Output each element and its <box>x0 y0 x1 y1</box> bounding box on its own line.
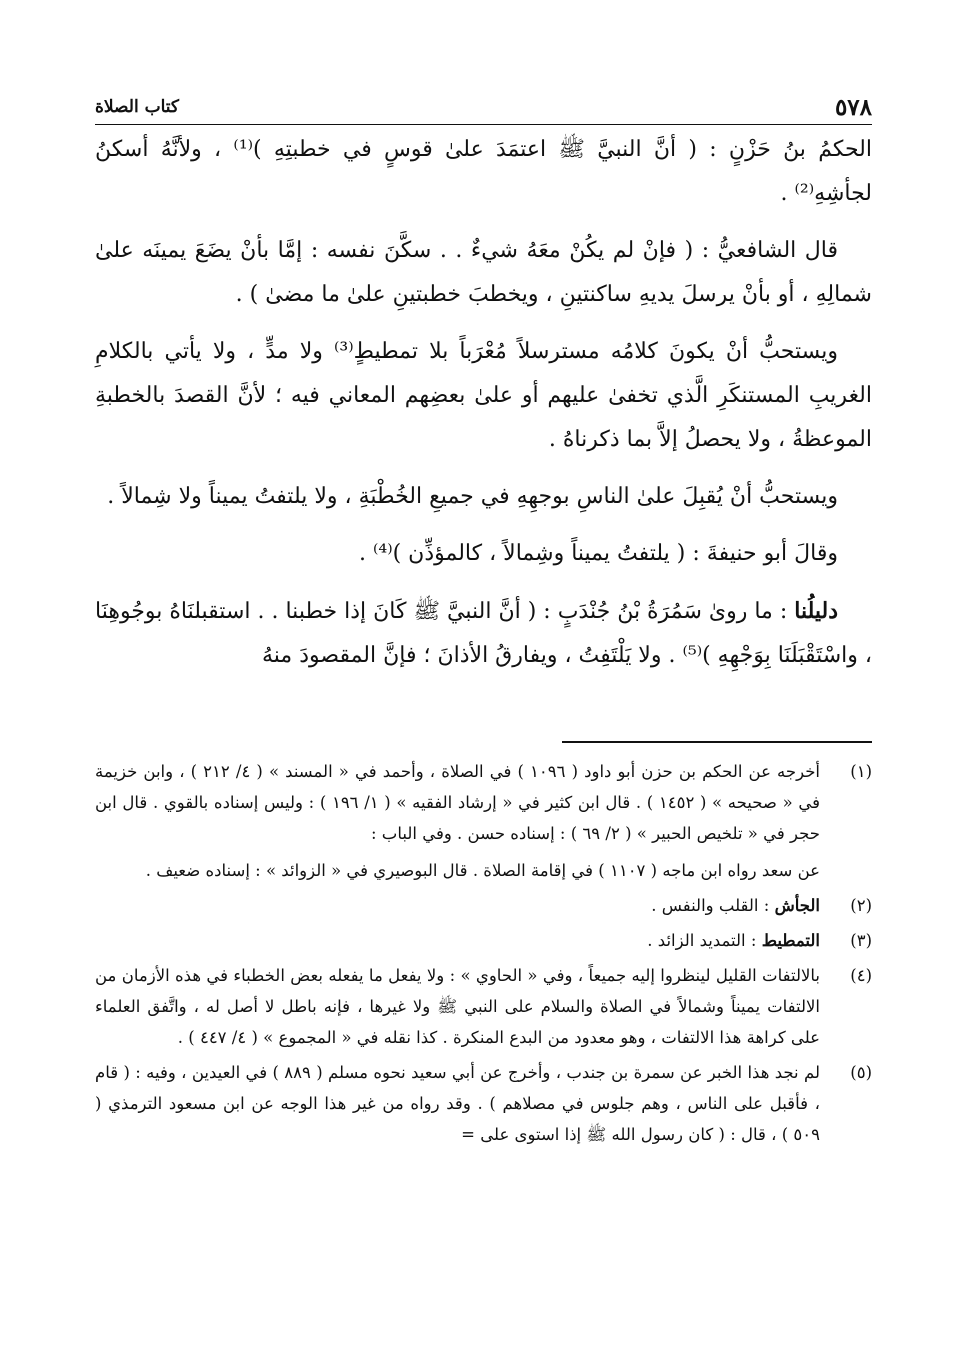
footnote-2 <box>95 890 872 921</box>
footnote-term: الجأش <box>774 896 820 915</box>
footnote-text: : القلب والنفس . <box>651 896 775 915</box>
footnote-3 <box>95 925 872 956</box>
footnote-text: : التمديد الزائد . <box>647 931 762 950</box>
header-rule <box>95 124 872 125</box>
footnote-number: (٢) <box>850 896 872 915</box>
page-number: ٥٧٨ <box>834 93 872 121</box>
footnotes <box>95 756 872 1154</box>
paragraph-1: الحكمُ بنُ حَزْنٍ : ( أنَّ النبيَّ ﷺ اعتمَدَ علىٰ قوسٍ في خطبتِهِ )⁽¹⁾ ، ولأنَّهُ أسكنُ لجأشِهِ⁽²⁾ . <box>95 137 872 206</box>
running-title: كتاب الصلاة <box>95 97 180 117</box>
footnote-1 <box>95 756 872 886</box>
footnote-text-continued: عن سعد رواه ابن ماجه ( ١١٠٧ ) في إقامة الصلاة . قال البوصيري في « الزوائد » : إسناده ضعيف . <box>145 861 820 880</box>
page-header <box>95 92 872 122</box>
footnote-number: (٤) <box>850 966 872 985</box>
paragraph-3: ويستحبُّ أنْ يكونَ كلامُه مسترسلاً مُعْرَباً بلا تمطيطٍ⁽³⁾ ولا مدٍّ ، ولا يأتي بالكلامِ الغريبِ المستنكَرِ الَّذي تخفىٰ عليهم أو علىٰ بعضِهم المعاني فيه ؛ لأنَّ القصدَ بالخطبةِ الموعظةُ ، ولا يحصلُ إلاَّ بما ذكرناهُ . <box>95 339 872 452</box>
paragraph-6-text: : ما روىٰ سَمُرَةُ بْنُ جُنْدَبٍ : ( أنَّ النبيَّ ﷺ كَانَ إذا خطبنا . . استقبلنَاهُ بوجُوهِنَا ، واسْتَقْبَلَنَا بِوَجْهِهِ )⁽⁵⁾ . ولا يَلْتَفِتُ ، ويفارقُ الأذانَ ؛ فإنَّ المقصودَ منهُ <box>95 599 872 668</box>
evidence-label: دليلُنا <box>794 598 838 624</box>
paragraph-2: قال الشافعيُّ : ( فإنْ لم يكُنْ معَهُ شيءٌ . . سكَّنَ نفسه : إمَّا بأنْ يضَعَ يمينَه علىٰ شمالِهِ ، أو بأنْ يرسلَ يديهِ ساكنتينِ ، ويخطبَ خطبتينِ علىٰ ما مضىٰ ) . <box>95 238 872 307</box>
footnote-text: بالالتفات القليل لينظروا إليه جميعاً ، وفي « الحاوي » : ولا يفعل ما يفعله بعض الخطباء في هذه الأزمان من الالتفات يميناً وشمالاً في الصلاة والسلام على النبي ﷺ ولا غيرها ، فإنه باطل لا أصل له ، واتَّفق العلماء على كراهة هذا الالتفات ، وهو معدود من البدع المنكرة . كذا نقله في « المجموع » ( ٤/ ٤٤٧ ) . <box>95 966 820 1047</box>
footnote-text: أخرجه عن الحكم بن حزن أبو داود ( ١٠٩٦ ) في الصلاة ، وأحمد في « المسند » ( ٤/ ٢١٢ ) ، وابن خزيمة في « صحيحه » ( ١٤٥٢ ) . قال ابن كثير في « إرشاد الفقيه » ( ١/ ١٩٦ ) : وليس إسناده بالقوي . قال ابن حجر في « تلخيص الحبير » ( ٢/ ٦٩ ) : إسناده حسن . وفي الباب : <box>95 762 820 843</box>
main-text <box>95 128 872 691</box>
footnote-text: لم نجد هذا الخبر عن سمرة بن جندب ، وأخرج عن أبي سعيد نحوه مسلم ( ٨٨٩ ) في العيدين ، وفيه : ( قام ، فأقبل على الناس ، وهم جلوس في مصلاهم ) . وقد رواه من غير هذا الوجه عن ابن مسعود الترمذي ( ٥٠٩ ) ، قال : ( كان رسول الله ﷺ إذا استوى على = <box>95 1063 820 1144</box>
footnote-4 <box>95 960 872 1053</box>
paragraph-5: وقالَ أبو حنيفةَ : ( يلتفتُ يميناً وشِمالاً ، كالمؤذِّن )⁽⁴⁾ . <box>358 541 838 566</box>
paragraph-4: ويستحبُّ أنْ يُقبِلَ علىٰ الناسِ بوجهِهِ في جميعِ الخُطْبَةِ ، ولا يلتفتُ يميناً ولا شِمالاً . <box>107 484 838 509</box>
footnote-separator <box>562 741 872 743</box>
footnote-5 <box>95 1057 872 1150</box>
footnote-number: (٣) <box>850 931 872 950</box>
footnote-number: (٥) <box>850 1063 872 1082</box>
footnote-number: (١) <box>850 762 872 781</box>
footnote-term: التمطيط <box>761 931 820 950</box>
paragraph-6 <box>95 589 872 678</box>
